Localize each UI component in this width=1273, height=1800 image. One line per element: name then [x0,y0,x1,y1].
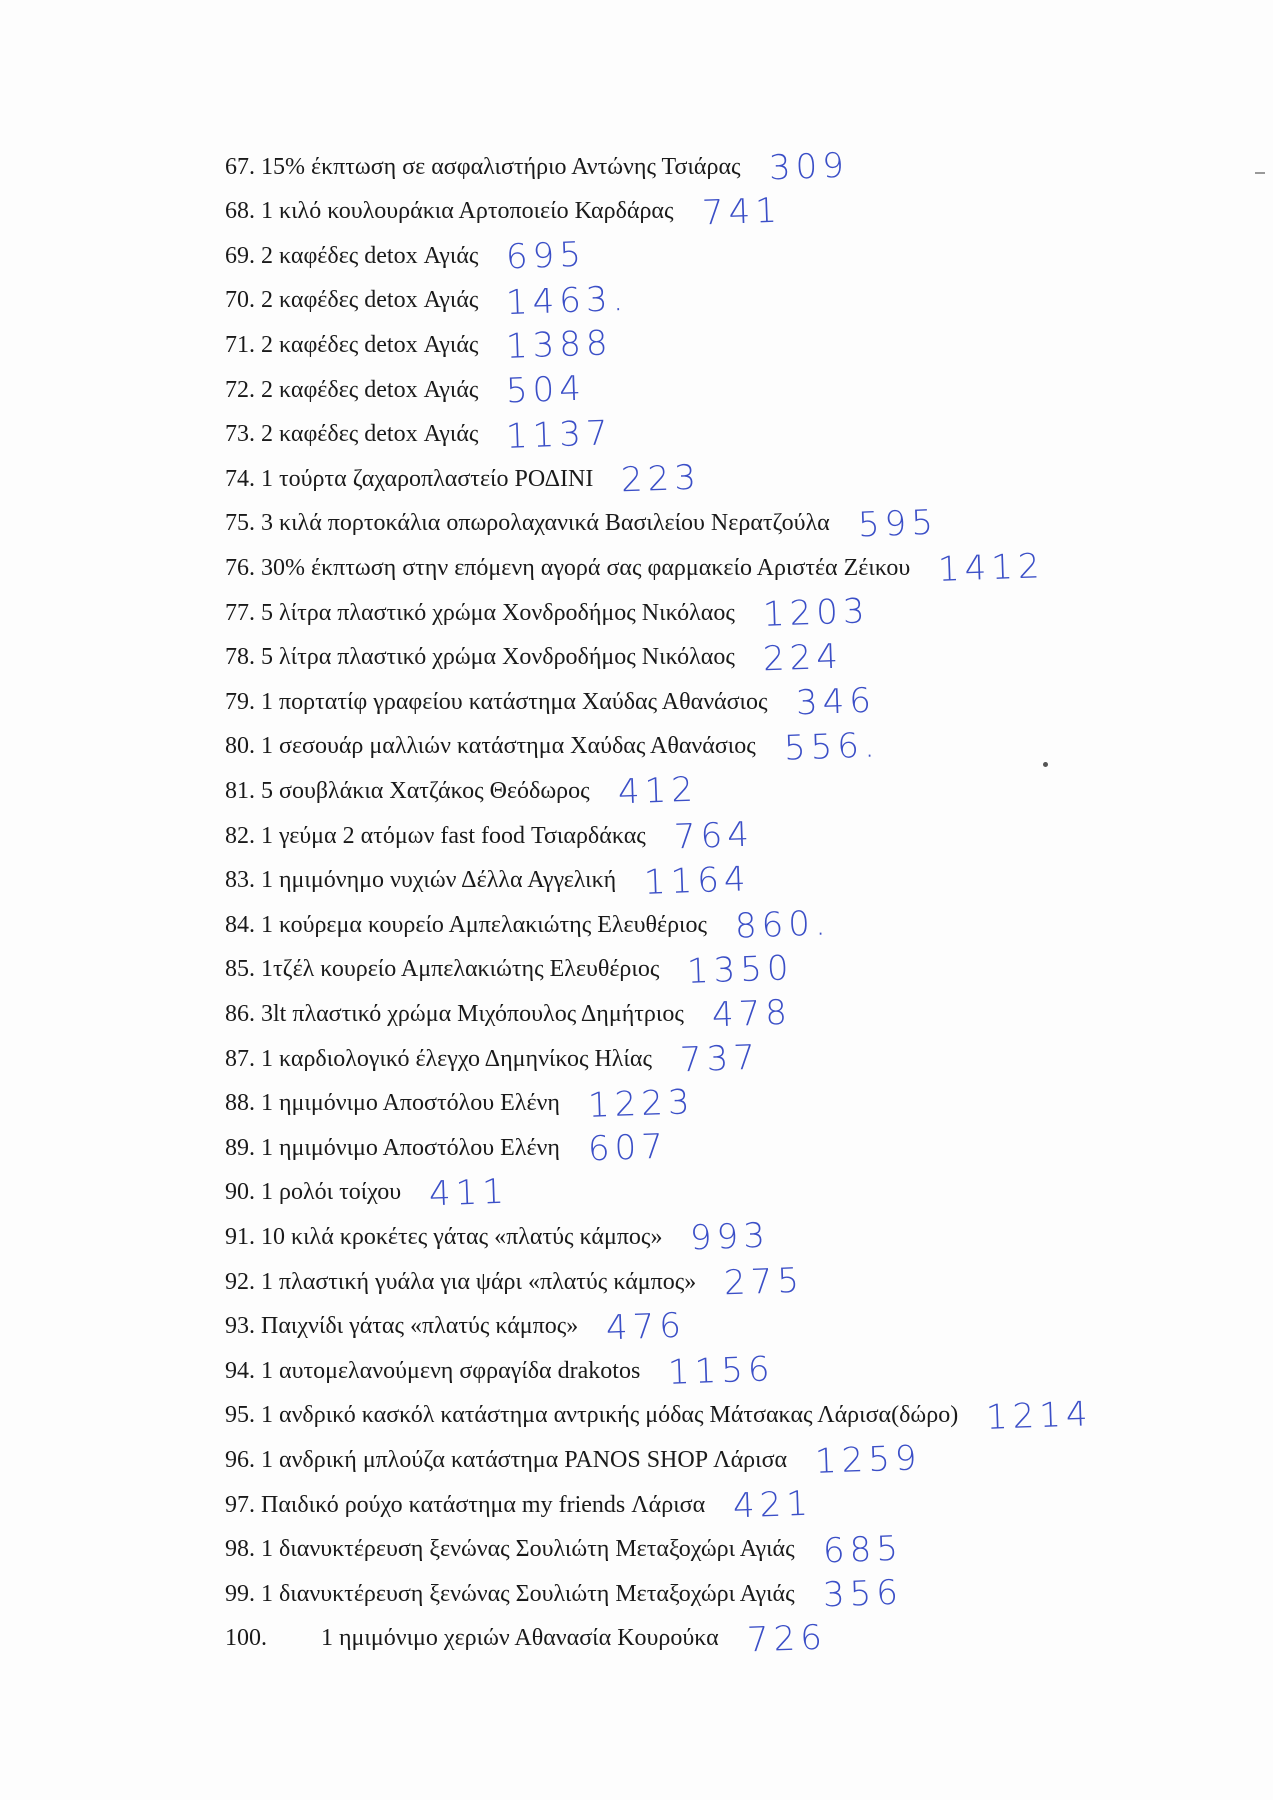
handwritten-ticket-number: 1463. [505,278,630,323]
list-item [225,816,754,856]
handwritten-ticket-number: 1350 [686,947,795,992]
item-description: Παιχνίδι γάτας «πλατύς κάμπος» [261,1313,579,1340]
item-number: 77. [225,599,255,626]
item-number: 98. [225,1536,255,1563]
handwritten-ticket-number: 556. [783,725,881,769]
handwritten-ticket-number: 1156 [667,1349,776,1394]
item-description: 1 διανυκτέρευση ξενώνας Σουλιώτη Μεταξοχώρι Αγιάς [261,1580,795,1607]
scan-speck [1043,762,1048,767]
item-number: 83. [225,867,255,894]
handwritten-ticket-number: 1164 [643,858,752,903]
handwritten-ticket-number: 764 [673,814,755,858]
item-number: 86. [225,1000,255,1027]
list-item [225,1217,770,1257]
item-description: 2 καφέδες detox Αγιάς [261,421,479,448]
item-number: 72. [225,376,255,403]
list-item [225,858,752,903]
item-number: 94. [225,1357,255,1384]
item-number: 76. [225,554,255,581]
item-number: 82. [225,822,255,849]
item-number: 97. [225,1491,255,1518]
list-item [225,278,630,323]
handwritten-ticket-number: 1203 [762,591,871,635]
item-description: 30% έκπτωση στην επόμενη αγορά σας φαρμακείο Αριστέα Ζέικου [261,554,911,581]
item-number: 68. [225,198,255,225]
item-number: 79. [225,688,255,715]
list-item [225,1530,903,1570]
handwritten-ticket-number: 275 [723,1260,805,1304]
handwritten-ticket-number: 346 [794,680,877,724]
handwritten-ticket-number: 737 [679,1037,761,1081]
item-description: 1 ρολόι τοίχου [261,1179,402,1206]
item-description: 1 ημιμόνιμο Αποστόλου Ελένη [261,1134,560,1161]
list-item [225,947,795,992]
handwritten-ticket-number: 726 [746,1617,828,1661]
item-description: 1 πορτατίφ γραφείου κατάστημα Χαύδας Αθανάσιος [261,688,768,715]
handwritten-ticket-number: 356 [821,1572,904,1616]
list-item [225,1349,776,1394]
handwritten-ticket-number: 504 [505,368,588,412]
item-description: 1 κιλό κουλουράκια Αρτοποιείο Καρδάρας [261,198,674,225]
item-description: 1 σεσουάρ μαλλιών κατάστημα Χαύδας Αθανάσιος [261,733,756,760]
list-item [225,1485,813,1525]
item-description: 3 κιλά πορτοκάλια οπωρολαχανικά Βασιλείου Νερατζούλα [261,510,830,537]
item-number: 81. [225,777,255,804]
list-item [225,412,614,457]
item-description: 5 λίτρα πλαστικό χρώμα Χονδροδήμος Νικόλαος [261,644,735,671]
list-item [225,147,848,187]
handwritten-ticket-number: 993 [689,1216,772,1259]
list-item [225,1128,668,1168]
list-item [225,1081,696,1126]
item-description: 2 καφέδες detox Αγιάς [261,242,479,269]
item-number: 84. [225,911,255,938]
item-description: 1 ημιμόνιμο Αποστόλου Ελένη [261,1090,560,1117]
list-item [225,1173,509,1213]
handwritten-ticket-number: 1412 [937,546,1046,591]
item-number: 99. [225,1580,255,1607]
item-number: 96. [225,1446,255,1473]
item-number: 85. [225,956,255,983]
item-number: 87. [225,1045,255,1072]
item-number: 69. [225,242,255,269]
handwritten-ticket-number: 1223 [587,1081,696,1126]
item-description: 1 καρδιολογικό έλεγχο Δημηνίκος Ηλίας [261,1045,652,1072]
item-number: 95. [225,1402,255,1429]
item-description: 2 καφέδες detox Αγιάς [261,287,479,314]
handwritten-ticket-number: 695 [505,234,588,278]
list-item [225,1393,1094,1438]
list-item [225,771,698,811]
item-description: 1 ημιμόνιμο χεριών Αθανασία Κουρούκα [321,1625,719,1652]
list-item [225,546,1046,591]
item-number: 73. [225,421,255,448]
item-number: 92. [225,1268,255,1295]
item-number: 78. [225,644,255,671]
item-description: 1 ανδρικό κασκόλ κατάστημα αντρικής μόδας Μάτσακας Λάρισα(δώρο) [261,1402,959,1429]
list-item [225,1039,760,1079]
handwritten-ticket-number: 1137 [505,412,614,457]
item-description: 1 γεύμα 2 ατόμων fast food Τσιαρδάκας [261,822,646,849]
item-number: 100. [225,1625,267,1652]
item-description: Παιδικό ρούχο κατάστημα my friends Λάρισα [261,1491,706,1518]
item-description: 1 αυτομελανούμενη σφραγίδα drakotos [261,1357,641,1384]
handwritten-ticket-number: 478 [711,993,793,1036]
item-description: 15% έκπτωση σε ασφαλιστήριο Αντώνης Τσιάρας [261,153,741,180]
handwritten-ticket-number: 412 [616,770,699,813]
handwritten-ticket-number: 1214 [985,1393,1094,1438]
item-number: 90. [225,1179,255,1206]
item-number: 74. [225,465,255,492]
item-description: 5 σουβλάκια Χατζάκος Θεόδωρος [261,777,590,804]
item-number: 71. [225,331,255,358]
list-item [225,905,831,945]
item-number: 70. [225,287,255,314]
handwritten-ticket-number: 411 [428,1171,510,1215]
item-description: 10 κιλά κροκέτες γάτας «πλατύς κάμπος» [261,1223,663,1250]
list-item [225,1262,804,1302]
handwritten-ticket-number: 860. [734,903,832,947]
list-item [225,192,781,232]
handwritten-ticket-number: 685 [821,1528,904,1571]
list-item [225,323,614,368]
item-number: 80. [225,733,255,760]
list-item [225,638,843,678]
item-number: 89. [225,1134,255,1161]
handwritten-ticket-number: 476 [605,1305,687,1348]
handwritten-ticket-number: 223 [620,457,702,501]
list-item [225,236,586,276]
handwritten-ticket-number: 1388 [505,323,614,368]
list-item [225,504,938,544]
item-number: 93. [225,1313,255,1340]
handwritten-ticket-number: 595 [857,502,939,546]
item-description: 1 ημιμόνημο νυχιών Δέλλα Αγγελική [261,867,617,894]
handwritten-ticket-number: 607 [587,1126,669,1170]
list-item [225,593,869,633]
item-description: 2 καφέδες detox Αγιάς [261,331,479,358]
item-number: 67. [225,153,255,180]
handwritten-ticket-number: 741 [700,190,783,233]
list-item [225,1619,827,1659]
item-description: 1τζέλ κουρείο Αμπελακιώτης Ελευθέριος [261,956,660,983]
handwritten-ticket-number: 421 [732,1483,814,1527]
item-description: 5 λίτρα πλαστικό χρώμα Χονδροδήμος Νικόλαος [261,599,735,626]
item-description: 1 τούρτα ζαχαροπλαστείο ΡΟΔΙΝΙ [261,465,594,492]
list-item [225,682,875,722]
handwritten-ticket-number: 309 [767,145,850,189]
list-item [225,1307,686,1347]
item-description: 1 ανδρική μπλούζα κατάστημα PANOS SHOP Λάρισα [261,1446,788,1473]
item-description: 1 κούρεμα κουρείο Αμπελακιώτης Ελευθέριος [261,911,708,938]
item-number: 91. [225,1223,255,1250]
item-number: 75. [225,510,255,537]
list-item [225,994,792,1034]
list-item [225,1438,923,1483]
list-item [225,727,879,767]
list-item [225,1574,903,1614]
item-number: 88. [225,1090,255,1117]
item-description: 1 διανυκτέρευση ξενώνας Σουλιώτη Μεταξοχώρι Αγιάς [261,1536,795,1563]
handwritten-ticket-number: 1259 [814,1438,923,1483]
handwritten-ticket-number: 224 [762,636,844,679]
item-description: 3lt πλαστικό χρώμα Μιχόπουλος Δημήτριος [261,1000,684,1027]
item-description: 2 καφέδες detox Αγιάς [261,376,479,403]
list-item [225,459,701,499]
item-description: 1 πλαστική γυάλα για ψάρι «πλατύς κάμπος» [261,1268,697,1295]
list-item [225,370,586,410]
scan-edge-mark [1255,172,1265,174]
